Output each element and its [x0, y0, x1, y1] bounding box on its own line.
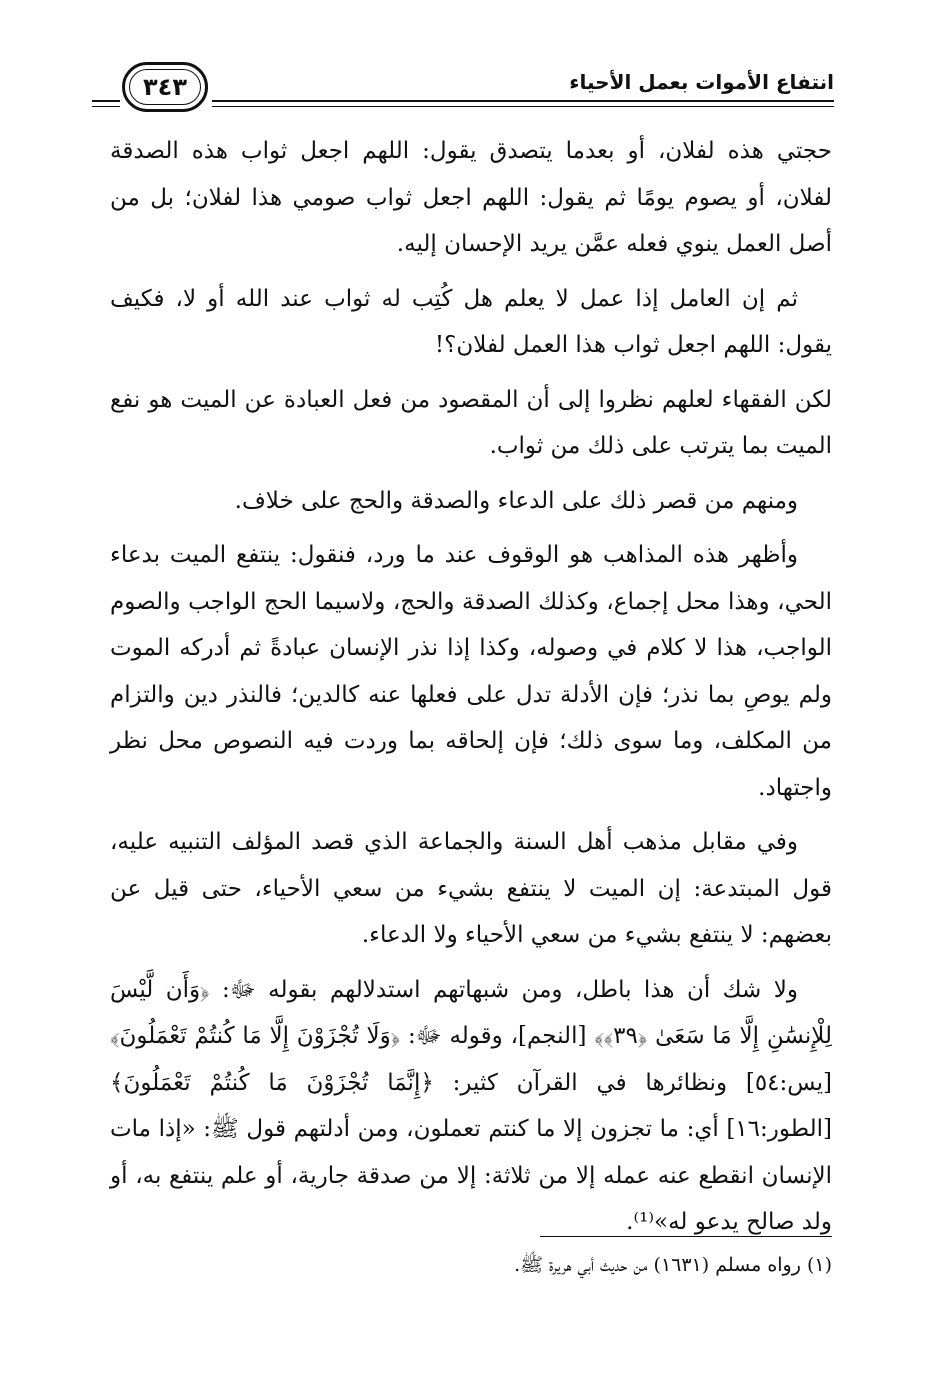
footnote-1: (١) رواه مسلم (١٦٣١) من حديث أبي هريرة ﷺ. [514, 1254, 832, 1276]
paragraph-4: ومنهم من قصر ذلك على الدعاء والصدقة والحج على خلاف. [234, 487, 798, 514]
running-header [92, 62, 834, 118]
header-rule-left-thin [92, 106, 120, 107]
paragraph-2: ثم إن العامل إذا عمل لا يعلم هل كُتِب له ثواب عند الله أو لا، فكيف يقول: اللهم اجعل ثواب هذا العمل لفلان؟! [110, 285, 832, 358]
paragraph-3: لكن الفقهاء لعلهم نظروا إلى أن المقصود من فعل العبادة عن الميت هو نفع الميت بما يترتب على ذلك من ثواب. [110, 386, 832, 459]
paragraph-7: ولا شك أن هذا باطل، ومن شبهاتهم استدلالهم بقوله ﷻ: ﴿وَأَن لَّيْسَ لِلْإِنسَٰنِ إِلَّا مَا سَعَىٰ ﴿٣٩﴾﴾ [النجم]، وقوله ﷻ: ﴿وَلَا تُجْزَوْنَ إِلَّا مَا كُنتُمْ تَعْمَلُونَ﴾ [يس:٥٤] ونظائرها في القرآن كثير: ﴿إِنَّمَا تُجْزَوْنَ مَا كُنتُمْ تَعْمَلُونَ﴾ [الطور:١٦] أي: ما تجزون إلا ما كنتم تعملون، ومن أدلتهم قول ﷺ: «إذا مات الإنسان انقطع عنه عمله إلا من ثلاثة: إلا من صدقة جارية، أو علم ينتفع به، أو ولد صالح يدعو له»⁽¹⁾. [110, 976, 832, 1235]
page-number-frame [122, 62, 208, 112]
header-rule-right [212, 100, 834, 102]
footnote-separator [540, 1236, 832, 1237]
page-number: ٣٤٣ [143, 73, 187, 101]
header-title: انتفاع الأموات بعمل الأحياء [569, 70, 834, 94]
header-rule-right-thin [212, 106, 834, 107]
main-text [110, 128, 832, 1254]
header-rule-left [92, 100, 120, 102]
paragraph-5: وأظهر هذه المذاهب هو الوقوف عند ما ورد، فنقول: ينتفع الميت بدعاء الحي، وهذا محل إجماع، وكذلك الصدقة والحج، ولاسيما الحج الواجب والصوم الواجب، هذا لا كلام في وصوله، وكذا إذا نذر الإنسان عبادةً ثم أدركه الموت ولم يوصِ بما نذر؛ فإن الأدلة تدل على فعلها عنه كالدين؛ فالنذر دين والتزام من المكلف، وما سوى ذلك؛ فإن إلحاقه بما وردت فيه النصوص محل نظر واجتهاد. [110, 542, 832, 801]
paragraph-1: حجتي هذه لفلان، أو بعدما يتصدق يقول: اللهم اجعل ثواب هذه الصدقة لفلان، أو يصوم يومًا ثم يقول: اللهم اجعل ثواب صومي هذا لفلان؛ بل من أصل العمل ينوي فعله عمَّن يريد الإحسان إليه. [110, 138, 832, 257]
paragraph-6: وفي مقابل مذهب أهل السنة والجماعة الذي قصد المؤلف التنبيه عليه، قول المبتدعة: إن الميت لا ينتفع بشيء من سعي الأحياء، حتى قيل عن بعضهم: لا ينتفع بشيء من سعي الأحياء ولا الدعاء. [110, 829, 832, 948]
